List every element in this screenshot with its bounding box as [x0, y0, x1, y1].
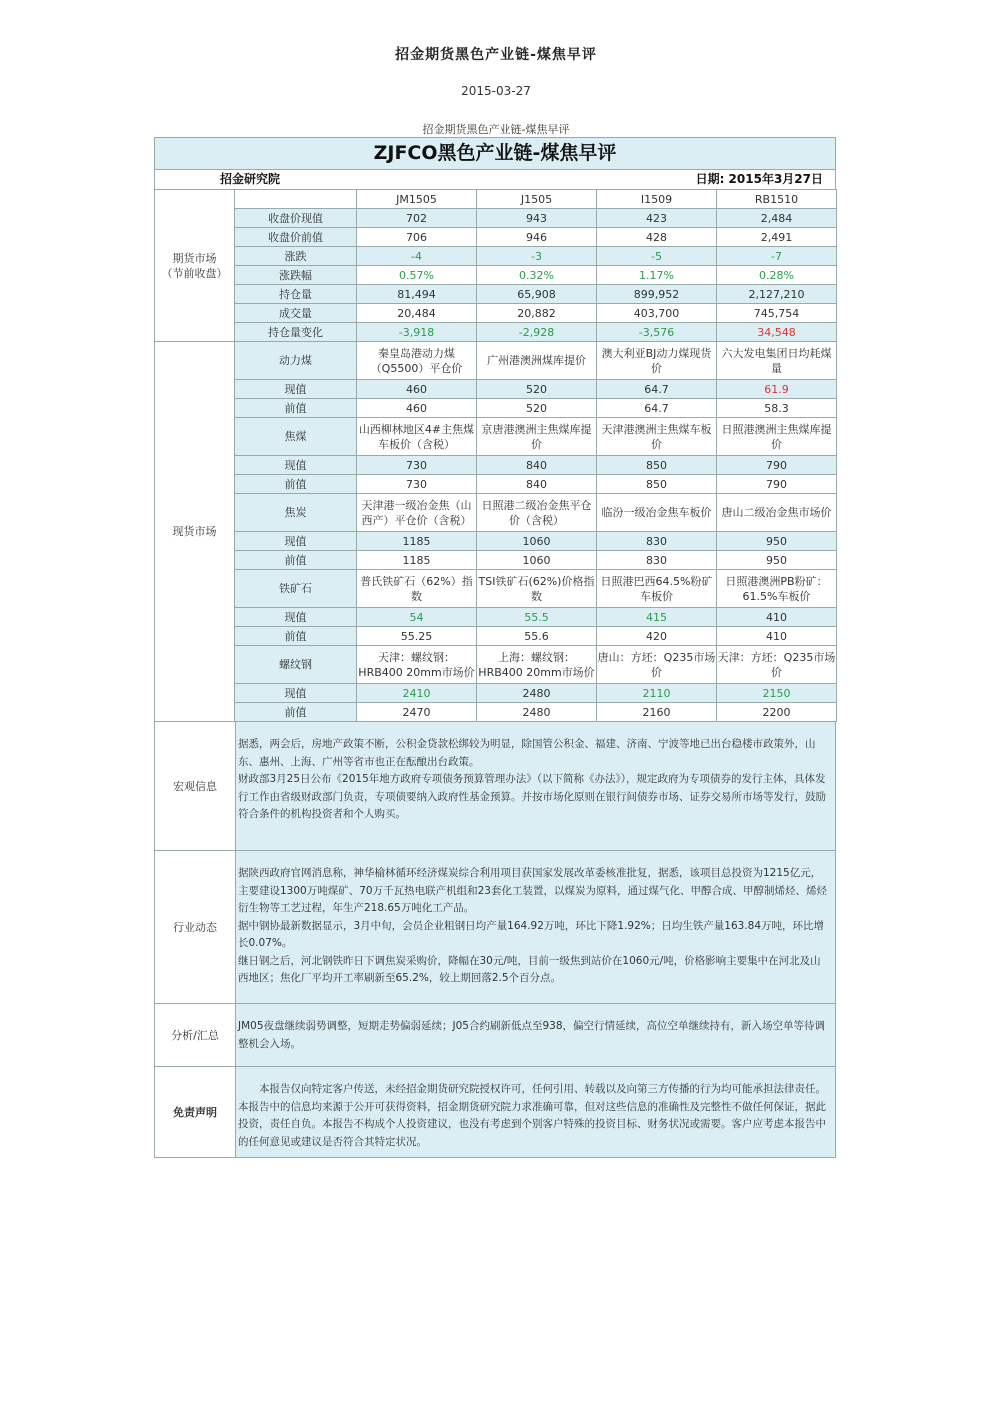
report-date-label: 日期: 2015年3月27日: [695, 172, 823, 186]
spot-group-header-row: [155, 418, 837, 456]
analysis-paragraph: JM05夜盘继续弱势调整，短期走势偏弱延续；J05合约刷新低点至938，偏空行情延续，高位空单继续持有，新入场空单等待调整机会入场。: [238, 1020, 826, 1050]
spot-item-header: 天津港澳洲主焦煤车板价: [597, 418, 717, 456]
spot-now-row: [155, 380, 837, 399]
contract-header: J1505: [477, 190, 597, 209]
spot-now-cell: 415: [597, 608, 717, 627]
spot-prev-label: 前值: [235, 399, 357, 418]
spot-item-header: 日照港澳洲PB粉矿：61.5%车板价: [717, 570, 837, 608]
industry-paragraph: 据中钢协最新数据显示，3月中旬，会员企业粗钢日均产量164.92万吨，环比下降1.92%；日均生铁产量163.84万吨，环比增长0.07%。: [238, 919, 825, 949]
spot-item-header: 澳大利亚BJ动力煤现货价: [597, 342, 717, 380]
futures-value-cell: 1.17%: [597, 266, 717, 285]
macro-paragraph: 据悉，两会后，房地产政策不断，公积金贷款松绑较为明显，除国管公积金、福建、济南、宁波等地已出台稳楼市政策外，山东、惠州、上海、广州等省市也正在酝酿出台政策。: [238, 738, 816, 768]
industry-label: 行业动态: [155, 851, 236, 1003]
spot-now-row: [155, 532, 837, 551]
futures-row: [155, 209, 837, 228]
futures-row: [155, 247, 837, 266]
spot-now-cell: 2480: [477, 684, 597, 703]
spot-now-label: 现值: [235, 608, 357, 627]
futures-value-cell: 2,491: [717, 228, 837, 247]
spot-group-name: 焦煤: [235, 418, 357, 456]
spot-group-name: 螺纹钢: [235, 646, 357, 684]
futures-row-label: 成交量: [235, 304, 357, 323]
header-blank-cell: [235, 190, 357, 209]
contract-header: I1509: [597, 190, 717, 209]
spot-now-cell: 2410: [357, 684, 477, 703]
futures-value-cell: 0.28%: [717, 266, 837, 285]
market-table: [154, 189, 837, 722]
disclaimer-body: [236, 1067, 835, 1157]
spot-item-header: 秦皇岛港动力煤（Q5500）平仓价: [357, 342, 477, 380]
spot-item-header: TSI铁矿石(62%)价格指数: [477, 570, 597, 608]
futures-row: [155, 228, 837, 247]
spot-now-cell: 2150: [717, 684, 837, 703]
futures-row: [155, 323, 837, 342]
spot-now-row: [155, 608, 837, 627]
spot-item-header: 唐山：方坯：Q235市场价: [597, 646, 717, 684]
spot-prev-cell: 2480: [477, 703, 597, 722]
industry-section: [154, 851, 836, 1004]
spot-prev-row: [155, 475, 837, 494]
spot-prev-cell: 2160: [597, 703, 717, 722]
spot-now-cell: 61.9: [717, 380, 837, 399]
spot-prev-cell: 2470: [357, 703, 477, 722]
analysis-label: 分析/汇总: [155, 1004, 236, 1066]
spot-item-header: 天津：螺纹钢：HRB400 20mm市场价: [357, 646, 477, 684]
spot-now-label: 现值: [235, 380, 357, 399]
institute-label: 招金研究院: [220, 172, 281, 186]
spot-section: [155, 342, 837, 722]
spot-prev-label: 前值: [235, 703, 357, 722]
futures-value-cell: 943: [477, 209, 597, 228]
spot-prev-cell: 58.3: [717, 399, 837, 418]
futures-row-label: 收盘价前值: [235, 228, 357, 247]
futures-row-label: 持仓量: [235, 285, 357, 304]
spot-prev-row: [155, 399, 837, 418]
spot-now-cell: 840: [477, 456, 597, 475]
spot-prev-cell: 64.7: [597, 399, 717, 418]
futures-value-cell: 403,700: [597, 304, 717, 323]
futures-value-cell: 0.32%: [477, 266, 597, 285]
futures-value-cell: -2,928: [477, 323, 597, 342]
futures-header-row: [155, 190, 837, 209]
spot-prev-cell: 730: [357, 475, 477, 494]
spot-prev-cell: 950: [717, 551, 837, 570]
spot-item-header: 天津：方坯：Q235市场价: [717, 646, 837, 684]
spot-prev-cell: 55.6: [477, 627, 597, 646]
spot-now-row: [155, 456, 837, 475]
futures-value-cell: 20,484: [357, 304, 477, 323]
spot-now-cell: 950: [717, 532, 837, 551]
spot-prev-cell: 850: [597, 475, 717, 494]
spot-item-header: 日照港二级冶金焦平仓价（含税）: [477, 494, 597, 532]
futures-row-label: 涨跌: [235, 247, 357, 266]
spot-prev-cell: 1185: [357, 551, 477, 570]
spot-now-cell: 850: [597, 456, 717, 475]
spot-now-label: 现值: [235, 684, 357, 703]
futures-value-cell: -3,576: [597, 323, 717, 342]
spot-now-cell: 460: [357, 380, 477, 399]
spot-group-header-row: [155, 494, 837, 532]
document-subtitle: 招金期货黑色产业链-煤焦早评: [422, 123, 570, 136]
spot-now-label: 现值: [235, 532, 357, 551]
spot-group-header-row: [155, 570, 837, 608]
industry-paragraph: 据陕西政府官网消息称，神华榆林循环经济煤炭综合利用项目获国家发展改革委核准批复，据悉，该项目总投资为1215亿元，主要建设1300万吨煤矿、70万千瓦热电联产机组和23套化工装置，以煤炭为原料，通过煤气化、甲醇合成、甲醇制烯烃、烯烃衍生物等工艺过程，年生产218.65万吨化工产品。: [238, 867, 827, 914]
report-banner: ZJFCO黑色产业链-煤焦早评: [154, 137, 836, 169]
spot-prev-cell: 460: [357, 399, 477, 418]
spot-now-label: 现值: [235, 456, 357, 475]
document-date: 2015-03-27: [461, 84, 531, 98]
futures-value-cell: 899,952: [597, 285, 717, 304]
spot-item-header: 上海：螺纹钢：HRB400 20mm市场价: [477, 646, 597, 684]
spot-group-header-row: [155, 646, 837, 684]
spot-prev-cell: 2200: [717, 703, 837, 722]
spot-prev-label: 前值: [235, 551, 357, 570]
document-title: 招金期货黑色产业链-煤焦早评: [395, 47, 597, 63]
macro-label: 宏观信息: [155, 722, 236, 850]
spot-group-name: 焦炭: [235, 494, 357, 532]
spot-prev-cell: 790: [717, 475, 837, 494]
futures-value-cell: 20,882: [477, 304, 597, 323]
spot-prev-cell: 840: [477, 475, 597, 494]
spot-item-header: 山西柳林地区4#主焦煤车板价（含税）: [357, 418, 477, 456]
spot-group-name: 铁矿石: [235, 570, 357, 608]
futures-value-cell: 745,754: [717, 304, 837, 323]
industry-body: [236, 851, 835, 1003]
spot-now-cell: 790: [717, 456, 837, 475]
spot-now-cell: 830: [597, 532, 717, 551]
spot-item-header: 六大发电集团日均耗煤量: [717, 342, 837, 380]
futures-row-label: 持仓量变化: [235, 323, 357, 342]
report: [154, 137, 836, 1158]
futures-value-cell: 34,548: [717, 323, 837, 342]
spot-item-header: 普氏铁矿石（62%）指数: [357, 570, 477, 608]
disclaimer-label: 免责声明: [155, 1067, 236, 1157]
spot-prev-row: [155, 627, 837, 646]
analysis-section: [154, 1004, 836, 1067]
macro-paragraph: 财政部3月25日公布《2015年地方政府专项债务预算管理办法》（以下简称《办法》），规定政府为专项债券的发行主体，具体发行工作由省级财政部门负责，专项债要纳入政府性基金预算。并按市场化原则在银行间债券市场、证券交易所市场等发行，鼓励符合条件的机构投资者和个人购买。: [238, 773, 826, 820]
futures-value-cell: -5: [597, 247, 717, 266]
spot-now-row: [155, 684, 837, 703]
futures-value-cell: -3: [477, 247, 597, 266]
macro-body: [236, 722, 835, 850]
spot-prev-cell: 410: [717, 627, 837, 646]
futures-row-label: 涨跌幅: [235, 266, 357, 285]
spot-prev-label: 前值: [235, 627, 357, 646]
futures-value-cell: 702: [357, 209, 477, 228]
spot-now-cell: 1060: [477, 532, 597, 551]
contract-header: JM1505: [357, 190, 477, 209]
analysis-body: [236, 1004, 835, 1066]
spot-prev-cell: 830: [597, 551, 717, 570]
disclaimer-section: [154, 1067, 836, 1158]
spot-item-header: 日照港澳洲主焦煤库提价: [717, 418, 837, 456]
disclaimer-paragraph: 本报告仅向特定客户传送，未经招金期货研究院授权许可，任何引用、转载以及向第三方传播的行为均可能承担法律责任。本报告中的信息均来源于公开可获得资料，招金期货研究院力求准确可靠，但对这些信息的准确性及完整性不做任何保证，据此投资，责任自负。本报告不构成个人投资建议，也没有考虑到个别客户特殊的投资目标、财务状况或需要。客户应考虑本报告中的任何意见或建议是否符合其特定状况。: [238, 1083, 826, 1148]
spot-item-header: 临汾一级冶金焦车板价: [597, 494, 717, 532]
spot-prev-cell: 520: [477, 399, 597, 418]
futures-value-cell: 81,494: [357, 285, 477, 304]
macro-section: [154, 722, 836, 851]
futures-row: [155, 304, 837, 323]
futures-value-cell: -4: [357, 247, 477, 266]
futures-value-cell: 423: [597, 209, 717, 228]
futures-row: [155, 266, 837, 285]
spot-section-label: 现货市场: [155, 342, 235, 722]
spot-now-cell: 2110: [597, 684, 717, 703]
info-bar: [154, 169, 836, 189]
futures-section: [155, 190, 837, 342]
spot-group-header-row: [155, 342, 837, 380]
spot-now-cell: 55.5: [477, 608, 597, 627]
futures-value-cell: 0.57%: [357, 266, 477, 285]
spot-item-header: 天津港一级冶金焦（山西产）平仓价（含税）: [357, 494, 477, 532]
spot-group-name: 动力煤: [235, 342, 357, 380]
spot-now-cell: 54: [357, 608, 477, 627]
futures-value-cell: -3,918: [357, 323, 477, 342]
spot-prev-cell: 420: [597, 627, 717, 646]
spot-now-cell: 64.7: [597, 380, 717, 399]
futures-section-label: 期货市场 （节前收盘）: [155, 190, 235, 342]
futures-value-cell: 65,908: [477, 285, 597, 304]
spot-item-header: 广州港澳洲煤库提价: [477, 342, 597, 380]
spot-item-header: 京唐港澳洲主焦煤库提价: [477, 418, 597, 456]
spot-item-header: 日照港巴西64.5%粉矿车板价: [597, 570, 717, 608]
spot-now-cell: 520: [477, 380, 597, 399]
spot-prev-cell: 55.25: [357, 627, 477, 646]
futures-value-cell: 706: [357, 228, 477, 247]
futures-row-label: 收盘价现值: [235, 209, 357, 228]
spot-now-cell: 730: [357, 456, 477, 475]
spot-now-cell: 410: [717, 608, 837, 627]
contract-header: RB1510: [717, 190, 837, 209]
futures-value-cell: 2,484: [717, 209, 837, 228]
spot-item-header: 唐山二级冶金焦市场价: [717, 494, 837, 532]
spot-now-cell: 1185: [357, 532, 477, 551]
futures-value-cell: 2,127,210: [717, 285, 837, 304]
spot-prev-row: [155, 703, 837, 722]
futures-value-cell: 946: [477, 228, 597, 247]
spot-prev-row: [155, 551, 837, 570]
spot-prev-label: 前值: [235, 475, 357, 494]
futures-value-cell: -7: [717, 247, 837, 266]
spot-prev-cell: 1060: [477, 551, 597, 570]
industry-paragraph: 继日钢之后，河北钢铁昨日下调焦炭采购价，降幅在30元/吨，目前一级焦到站价在1060元/吨，价格影响主要集中在河北及山西地区；焦化厂平均开工率刷新至65.2%，较上期回落2.5个百分点。: [238, 954, 821, 984]
futures-value-cell: 428: [597, 228, 717, 247]
futures-row: [155, 285, 837, 304]
